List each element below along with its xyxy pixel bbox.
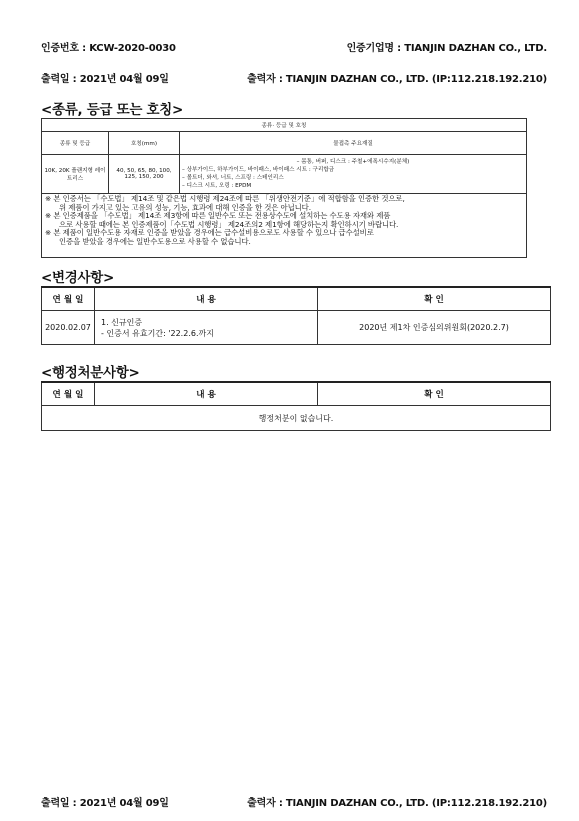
changes-col-confirm: 확 인	[318, 287, 551, 311]
note-line: ※ 본 제품이 일반수도용 자재로 인증을 받았을 경우에는 급수설비용으로도 사용할 수 있으나 급수설비로	[45, 228, 374, 238]
note-line: 인증을 받았을 경우에는 일반수도용으로 사용할 수 없습니다.	[59, 236, 251, 246]
footer-print-date: 출력일 : 2021년 04월 09일	[41, 798, 169, 809]
changes-table	[41, 286, 551, 345]
col-size-header: 호칭(mm)	[109, 132, 180, 155]
note-line: ※ 본 인증제품을 「수도법」 제14조 제3항에 따른 일반수도 또는 전용상수도에 설치하는 수도용 자재와 제품	[45, 211, 391, 221]
changes-title: <변경사항>	[41, 270, 114, 286]
note-line: 으로 사용할 때에는 본 인증제품이「수도법 시행령」 제24조의2 제1항에 해당하는지 확인하시기 바랍니다.	[59, 219, 399, 229]
cert-number: 인증번호 : KCW-2020-0030	[41, 43, 176, 54]
changes-row-content	[95, 311, 318, 345]
row-size	[109, 155, 180, 194]
company-name: 인증기업명 : TIANJIN DAZHAN CO., LTD.	[346, 43, 547, 54]
classification-table-title: 종류· 등급 및 호칭	[42, 119, 527, 132]
admin-col-date: 연 월 일	[42, 382, 95, 406]
row-type-text: 10K, 20K 플랜지형 레이트리스	[44, 168, 106, 182]
admin-title: <행정처분사항>	[41, 365, 140, 381]
classification-title: <종류, 등급 또는 호칭>	[41, 102, 183, 118]
classification-notes	[41, 194, 527, 258]
material-line: – 볼트더, 와셔, 너트, 스프링 : 스테인리스	[182, 175, 284, 181]
changes-col-date: 연 월 일	[42, 287, 95, 311]
material-line: – 상부가이드, 하부가이드, 바이패스, 바이패스 시트 : 구리합금	[182, 167, 335, 173]
note-line: ※ 본 인증서는 「수도법」 제14조 및 같은법 시행령 제24조에 따른 「위생안전기준」에 적합함을 인증한 것으로,	[45, 194, 405, 203]
material-line: – 몸통, 버퍼, 디스크 : 주철+에폭시수지(분체)	[296, 159, 410, 165]
row-materials	[180, 155, 527, 194]
col-type-header: 종류 및 등급	[42, 132, 109, 155]
row-type	[42, 155, 109, 194]
admin-col-confirm: 확 인	[318, 382, 551, 406]
changes-row-date: 2020.02.07	[42, 311, 95, 345]
changes-col-content: 내 용	[95, 287, 318, 311]
note-line: 위 제품이 가지고 있는 고유의 성능, 기능, 효과에 대해 인증을 한 것은 아닙니다.	[59, 202, 311, 212]
admin-table	[41, 381, 551, 431]
admin-col-content: 내 용	[95, 382, 318, 406]
changes-content-line-2: - 인증서 유효기간: '22.2.6.까지	[101, 328, 214, 338]
printed-by: 출력자 : TIANJIN DAZHAN CO., LTD. (IP:112.218.192.210)	[247, 74, 547, 85]
changes-row-confirm: 2020년 제1차 인증심의위원회(2020.2.7)	[318, 311, 551, 345]
print-date: 출력일 : 2021년 04월 09일	[41, 74, 169, 85]
changes-content-line-1: 1. 신규인증	[101, 317, 143, 327]
admin-empty-text: 행정처분이 없습니다.	[42, 406, 551, 431]
row-size-line-2: 125, 150, 200	[124, 174, 164, 180]
footer-printed-by: 출력자 : TIANJIN DAZHAN CO., LTD. (IP:112.218.192.210)	[247, 798, 547, 809]
classification-table	[41, 118, 527, 194]
row-size-line-1: 40, 50, 65, 80, 100,	[116, 168, 172, 174]
material-line: – 디스크 시트, 오링 : EPDM	[182, 183, 252, 189]
col-material-header: 물접촉 주요재질	[180, 132, 527, 155]
